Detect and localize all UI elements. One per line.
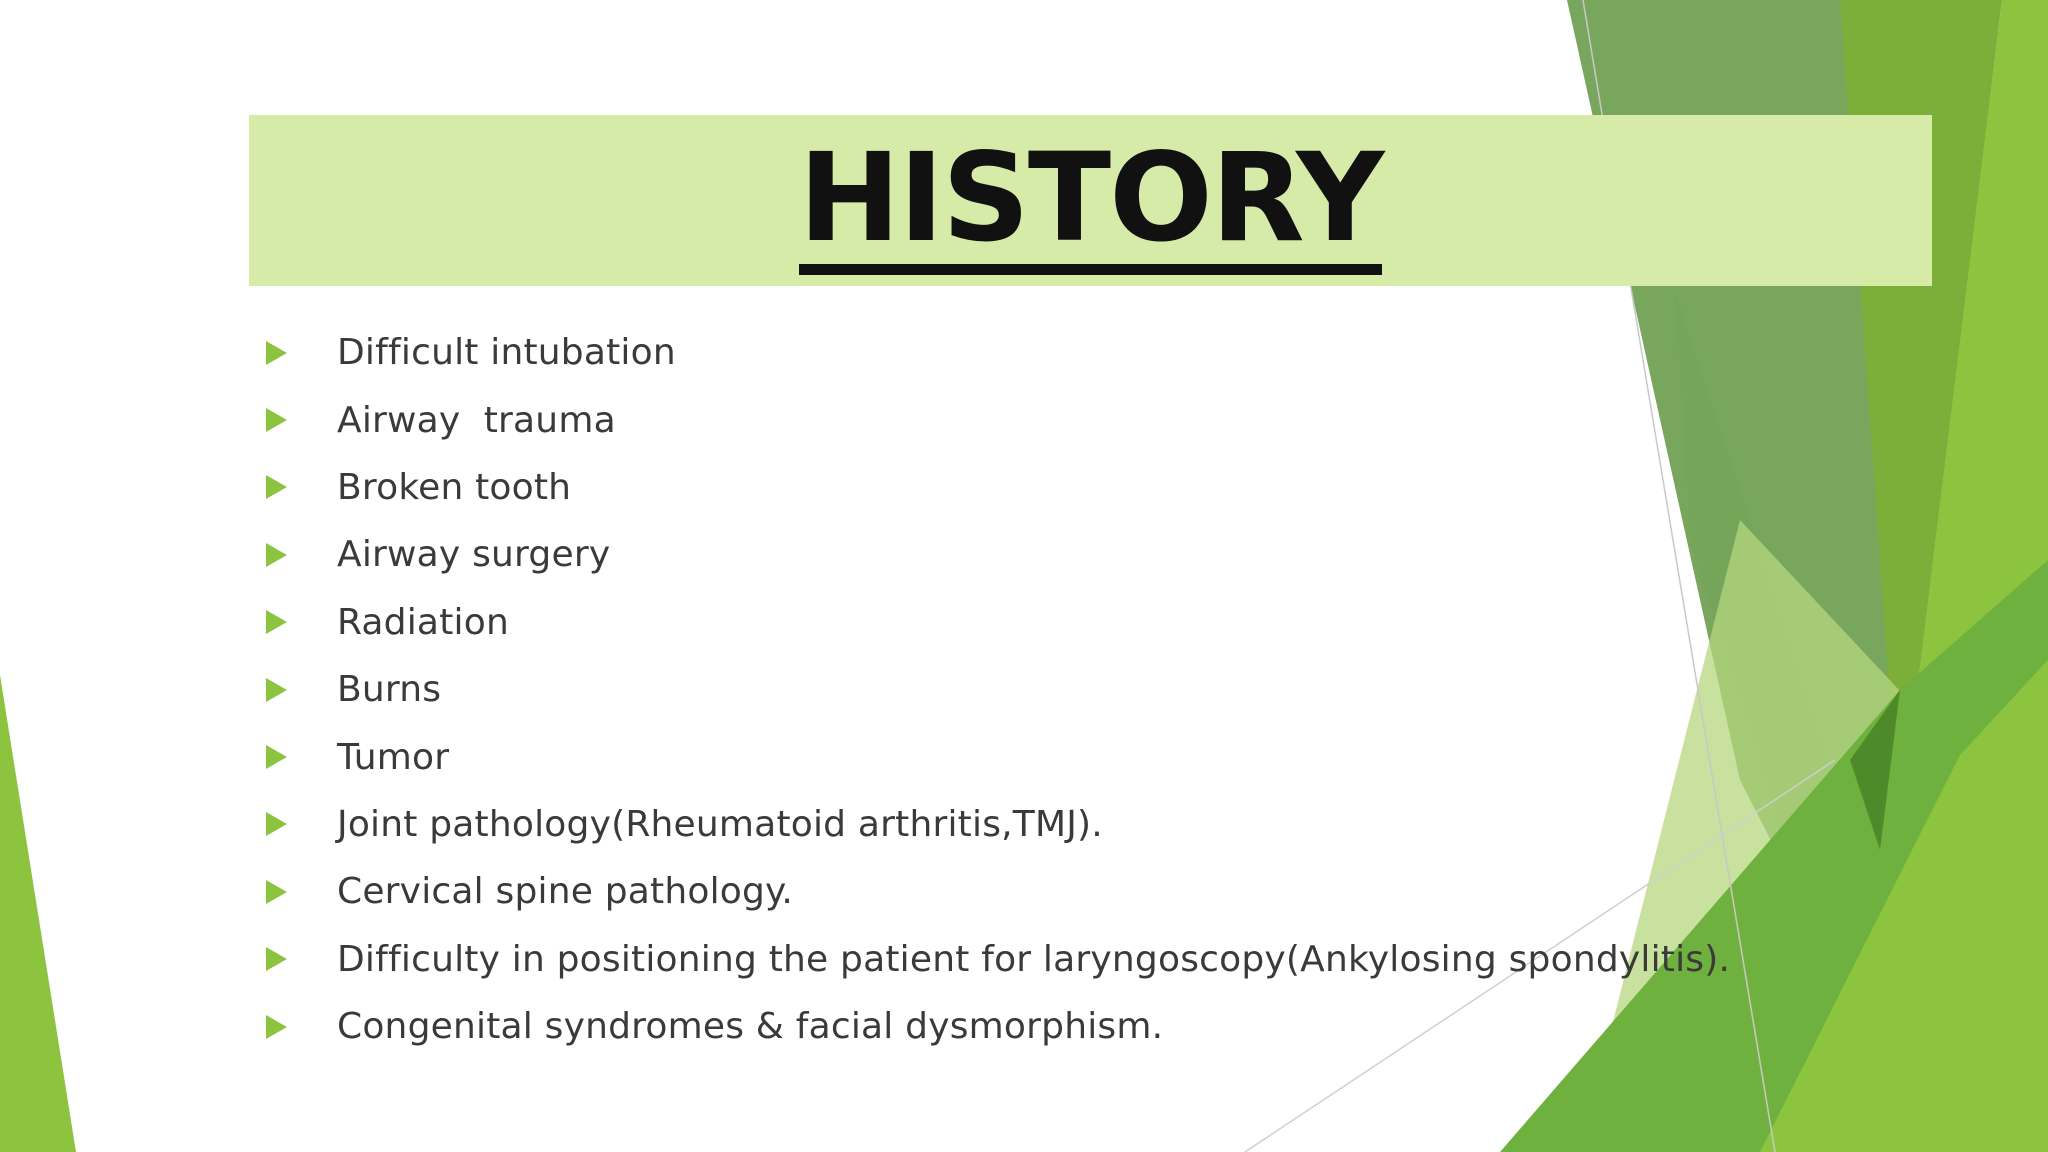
bullet-text: Congenital syndromes & facial dysmorphism. xyxy=(337,1006,1164,1048)
list-item xyxy=(266,723,1730,790)
slide-title xyxy=(249,127,1932,275)
bullet-text: Airway trauma xyxy=(337,399,616,441)
bullet-text: Airway surgery xyxy=(337,534,611,576)
triangle-bullet-icon xyxy=(266,408,287,432)
bullet-text: Radiation xyxy=(337,601,509,643)
list-item xyxy=(266,386,1730,453)
list-item xyxy=(266,993,1730,1060)
bullet-list xyxy=(266,319,1730,1060)
triangle-bullet-icon xyxy=(266,1015,287,1039)
bullet-text: Burns xyxy=(337,669,442,711)
slide-title-text: HISTORY xyxy=(799,137,1383,275)
bullet-text: Difficult intubation xyxy=(337,332,676,374)
bullet-text: Broken tooth xyxy=(337,466,572,508)
bullet-text: Joint pathology(Rheumatoid arthritis,TMJ). xyxy=(337,803,1103,845)
list-item xyxy=(266,926,1730,993)
list-item xyxy=(266,454,1730,521)
list-item xyxy=(266,656,1730,723)
triangle-bullet-icon xyxy=(266,475,287,499)
triangle-bullet-icon xyxy=(266,745,287,769)
list-item xyxy=(266,858,1730,925)
bullet-text: Difficulty in positioning the patient for laryngoscopy(Ankylosing spondylitis). xyxy=(337,938,1731,980)
list-item xyxy=(266,521,1730,588)
list-item xyxy=(266,589,1730,656)
left-green-stripe xyxy=(0,675,76,1152)
bullet-text: Tumor xyxy=(337,736,450,778)
list-item xyxy=(266,319,1730,386)
triangle-bullet-icon xyxy=(266,610,287,634)
title-band xyxy=(249,115,1932,286)
list-item xyxy=(266,791,1730,858)
triangle-bullet-icon xyxy=(266,341,287,365)
triangle-bullet-icon xyxy=(266,543,287,567)
triangle-bullet-icon xyxy=(266,678,287,702)
bullet-text: Cervical spine pathology. xyxy=(337,871,794,913)
triangle-bullet-icon xyxy=(266,880,287,904)
triangle-bullet-icon xyxy=(266,812,287,836)
triangle-bullet-icon xyxy=(266,947,287,971)
